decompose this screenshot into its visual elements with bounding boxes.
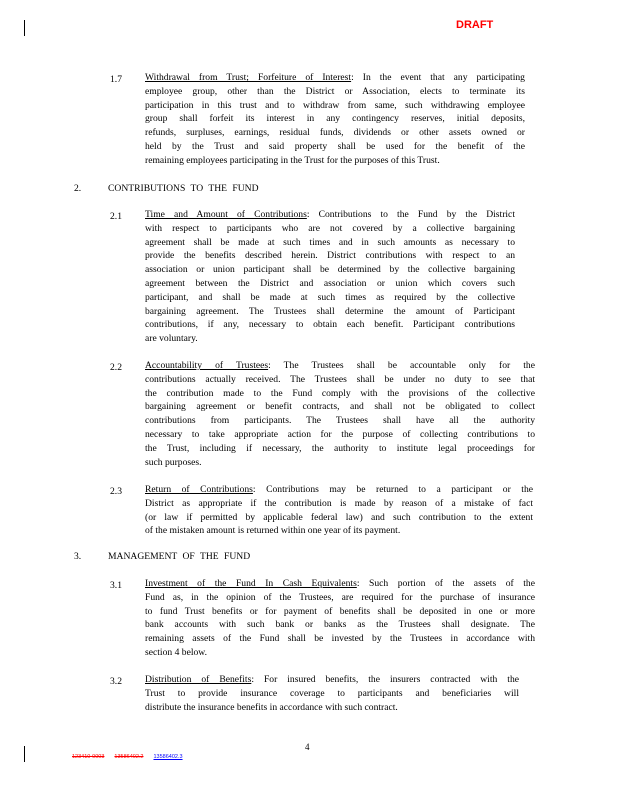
- document-id-footer: [72, 754, 183, 760]
- text-line: provide the benefits described herein. District contributions with respect to an: [145, 250, 515, 262]
- section-title: CONTRIBUTIONS TO THE FUND: [108, 183, 259, 194]
- text-line: bargaining agreement. The Trustees shall determine the amount of Participant: [145, 305, 515, 317]
- section-number: 3.1: [110, 580, 122, 591]
- text-line: the contribution made to the Fund comply with the provisions of the collective: [145, 387, 535, 399]
- text-line: refunds, surpluses, earnings, residual funds, dividends or other assets owned or: [145, 127, 525, 139]
- text-line: employee group, other than the District or Association, elects to terminate its: [145, 85, 525, 97]
- text-line: distribute the insurance benefits in accordance with such contract.: [145, 701, 398, 713]
- section-heading: Return of Contributions: [145, 484, 253, 495]
- text-line: Distribution of Benefits: For insured benefits, the insurers contracted with the: [145, 674, 519, 685]
- section-heading: Accountability of Trustees: [145, 360, 269, 371]
- section-2-1: [145, 208, 515, 346]
- text-line: participation in this trust and to withdraw from same, such withdrawing employee: [145, 99, 525, 111]
- text-line: contributions actually received. The Trustees shall be under no duty to see that: [145, 373, 535, 385]
- section-2-3: [145, 483, 533, 538]
- text-line: Time and Amount of Contributions: Contributions to the Fund by the District: [145, 209, 515, 220]
- text-line: District as appropriate if the contribution is made by reason of a mistake of fact: [145, 497, 533, 509]
- text-line: the Trust, including if necessary, the authority to institute legal proceedings for: [145, 442, 535, 454]
- margin-bar-bottom: [24, 746, 25, 762]
- section-3-2: [145, 673, 519, 714]
- text-line: bargaining agreement or benefit contracts, and shall not be obligated to collect: [145, 401, 535, 413]
- section-number: 2.3: [110, 486, 122, 497]
- text-line: remaining employees participating in the Trust for the purposes of this Trust.: [145, 154, 440, 166]
- text-line: Withdrawal from Trust; Forfeiture of Interest: In the event that any participating: [145, 72, 525, 83]
- section-2-heading: [74, 183, 259, 194]
- text-line: of the mistaken amount is returned within one year of its payment.: [145, 525, 401, 537]
- text-line: Accountability of Trustees: The Trustees shall be accountable only for the: [145, 360, 535, 371]
- margin-bar-top: [24, 20, 25, 36]
- text-line: association or union participant shall be determined by the collective bargaining: [145, 264, 515, 276]
- section-number: 2.: [74, 183, 82, 194]
- text-line: Trust to provide insurance coverage to participants and beneficiaries will: [145, 687, 519, 699]
- section-number: 2.1: [110, 211, 122, 222]
- section-2-2: [145, 359, 535, 469]
- text-line: remaining assets of the Fund shall be invested by the Trustees in accordance with: [145, 633, 535, 645]
- section-number: 3.2: [110, 676, 122, 687]
- text-line: held by the Trust and said property shall be used for the benefit of the: [145, 140, 525, 152]
- text-line: agreement between the District and association or union which covers such: [145, 277, 515, 289]
- page-number: 4: [305, 742, 310, 752]
- text-line: agreement shall be made at such times and in such amounts as necessary to: [145, 236, 515, 248]
- text-line: section 4 below.: [145, 646, 207, 658]
- section-heading: Time and Amount of Contributions: [145, 209, 307, 220]
- text-line: contributions from participants. The Trustees shall have all the authority: [145, 415, 535, 427]
- section-heading: Withdrawal from Trust; Forfeiture of Interest: [145, 72, 352, 83]
- text-line: with respect to participants who are not covered by a collective bargaining: [145, 222, 515, 234]
- section-number: 1.7: [110, 74, 122, 85]
- text-line: contributions, if any, necessary to obtain each benefit. Participant contributions: [145, 319, 515, 331]
- deleted-doc-id: 123410-0003: [72, 754, 105, 760]
- section-number: 2.2: [110, 362, 122, 373]
- section-heading: Investment of the Fund In Cash Equivalents: [145, 578, 357, 589]
- section-title: MANAGEMENT OF THE FUND: [108, 551, 251, 562]
- section-1-7: [145, 71, 525, 168]
- section-3-1: [145, 577, 535, 660]
- section-number: 3.: [74, 551, 82, 562]
- text-line: necessary to take appropriate action for the purpose of collecting contributions to: [145, 428, 535, 440]
- section-heading: Distribution of Benefits: [145, 674, 252, 685]
- deleted-doc-id-2: 13586402.2: [114, 754, 144, 760]
- text-line: group shall forfeit its interest in any contingency reserves, initial deposits,: [145, 113, 525, 125]
- current-doc-id: 13586402.3: [153, 754, 183, 760]
- text-line: are voluntary.: [145, 333, 198, 345]
- text-line: participant, and shall be made at such times as required by the collective: [145, 291, 515, 303]
- text-line: Fund as, in the opinion of the Trustees, are required for the purchase of insurance: [145, 591, 535, 603]
- draft-label: DRAFT: [456, 19, 494, 31]
- text-line: bank accounts with such bank or banks as the Trustees shall designate. The: [145, 619, 535, 631]
- text-line: Return of Contributions: Contributions may be returned to a participant or the: [145, 484, 534, 495]
- text-line: to fund Trust benefits or for payment of benefits shall be deposited in one or more: [145, 605, 535, 617]
- section-3-heading: [74, 551, 251, 562]
- text-line: (or law if permitted by applicable federal law) and such contribution to the extent: [145, 511, 533, 523]
- text-line: Investment of the Fund In Cash Equivalents: Such portion of the assets of the: [145, 578, 535, 589]
- text-line: such purposes.: [145, 456, 202, 468]
